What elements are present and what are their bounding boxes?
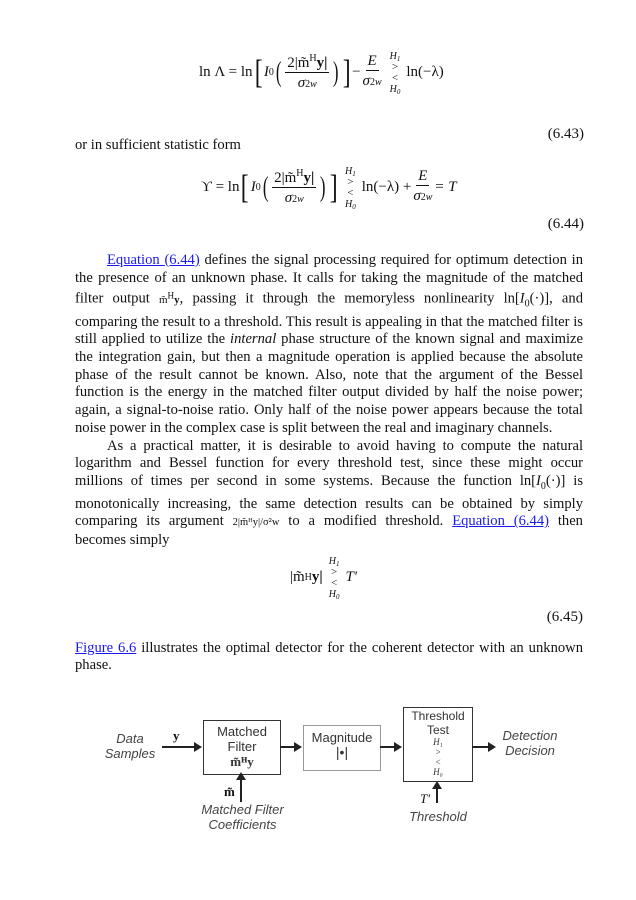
data-samples-label: Data Samples bbox=[104, 731, 156, 762]
bracket: ] bbox=[342, 53, 351, 91]
paragraph bbox=[75, 640, 583, 675]
sup: H bbox=[296, 168, 304, 179]
h0-sub: 0 bbox=[396, 87, 401, 96]
text: I bbox=[519, 291, 525, 308]
y: y bbox=[174, 294, 180, 307]
block-diagram bbox=[0, 701, 636, 833]
minus: − bbox=[352, 64, 361, 80]
h0-sub: 0 bbox=[352, 202, 356, 211]
eq-lhs: ln Λ = ln bbox=[199, 64, 253, 80]
magnitude-block bbox=[303, 725, 381, 771]
sup: H bbox=[304, 572, 312, 584]
equation-6-45 bbox=[290, 556, 357, 600]
text: internal bbox=[230, 331, 277, 348]
text: 0 bbox=[524, 298, 530, 310]
matched-filter-block bbox=[203, 720, 281, 775]
den-sup: 2 bbox=[420, 192, 426, 203]
equation-link[interactable]: Equation (6.44) bbox=[107, 252, 200, 268]
block-title: Magnitude bbox=[311, 730, 373, 746]
inline-math: 2|m̃ᴴy|/σ²w bbox=[232, 517, 280, 529]
eq-lhs: ϒ = ln bbox=[201, 179, 240, 195]
text: then becomes simply bbox=[75, 513, 583, 549]
eq-lhs: |m̃ bbox=[290, 569, 305, 586]
y-label: y bbox=[173, 728, 180, 744]
den: σ bbox=[284, 190, 293, 206]
gt: > bbox=[347, 175, 354, 188]
paren: ) bbox=[320, 171, 326, 203]
fraction bbox=[285, 50, 329, 95]
energy: E bbox=[367, 53, 377, 69]
text: phase structure of the known signal and maximize the integration gain, but then a magnitude operation is applied because the absolute phase of the result cannot be known. Also, note that the argument of the Bessel function is the energy in the matched filter output divided by half the noise power; again, a signal-to-noise ratio. Only half of the noise power appears because the total noise power in the complex case is split between the real and imaginary channels. bbox=[75, 331, 583, 436]
paragraph bbox=[75, 252, 583, 438]
den-sub: w bbox=[425, 192, 433, 203]
h1: H bbox=[345, 165, 353, 177]
equation-row bbox=[75, 556, 583, 606]
text: As a practical matter, it is desirable to avoid having to compute the natural logarithm and Bessel function for every threshold test, since these might occur millions of times per second in some systems. Because the function ln[ bbox=[75, 437, 583, 489]
text: to a modified threshold. bbox=[279, 513, 453, 530]
eq-lhs2: y| bbox=[311, 569, 323, 586]
arrow bbox=[162, 746, 200, 748]
fraction bbox=[272, 165, 316, 210]
h0: H bbox=[389, 83, 397, 95]
text: 0 bbox=[540, 480, 546, 492]
m-label: m̃ bbox=[224, 784, 235, 800]
body-flow bbox=[0, 252, 636, 833]
block-symbol: |•| bbox=[335, 744, 349, 761]
den-sup: 2 bbox=[305, 79, 311, 90]
den-sup: 2 bbox=[292, 194, 298, 205]
hypothesis-test bbox=[390, 51, 401, 95]
equation-6-43 bbox=[199, 50, 444, 95]
detection-decision-label: Detection Decision bbox=[502, 728, 558, 759]
eq-rhs: T′ bbox=[345, 569, 358, 586]
hypothesis-test bbox=[345, 166, 356, 210]
arrow bbox=[380, 746, 400, 748]
m: m̃ bbox=[158, 294, 168, 307]
threshold-test-block bbox=[403, 707, 473, 782]
equation-label: (6.45) bbox=[546, 608, 583, 625]
h1-sub: 1 bbox=[335, 559, 340, 568]
num: 2|m̃ bbox=[287, 55, 310, 71]
paragraph bbox=[75, 438, 583, 550]
text: I bbox=[536, 473, 541, 489]
text: (·)] is monotonically increasing, the same detection results can be obtained by simply comparing its argument bbox=[75, 473, 583, 530]
bracket: [ bbox=[254, 53, 263, 91]
arrow bbox=[436, 787, 438, 803]
arrow bbox=[280, 746, 300, 748]
den: σ bbox=[362, 73, 370, 89]
sup: H bbox=[167, 290, 175, 301]
hypothesis-test bbox=[329, 556, 340, 600]
eq-rhs: ln(−λ) bbox=[406, 64, 444, 80]
equation-label: (6.43) bbox=[547, 126, 584, 142]
block-output: m̃ᴴy bbox=[230, 754, 254, 770]
paren: ) bbox=[333, 56, 339, 88]
sup: H bbox=[309, 53, 317, 64]
num2: y| bbox=[316, 55, 328, 71]
den-sub: w bbox=[310, 79, 317, 90]
h1-sub: 1 bbox=[396, 54, 401, 63]
fraction bbox=[363, 52, 382, 93]
text: illustrates the optimal detector for the coherent detector with an unknown phase. bbox=[75, 639, 583, 674]
h0: H bbox=[328, 588, 336, 600]
bessel-symbol: I bbox=[263, 64, 269, 80]
equation-label: (6.44) bbox=[547, 216, 584, 232]
coefficients-label: Matched Filter Coefficients bbox=[201, 802, 284, 833]
den: σ bbox=[297, 75, 306, 91]
lt: < bbox=[347, 186, 354, 199]
equation-6-44 bbox=[201, 165, 457, 210]
arrow bbox=[472, 746, 494, 748]
den-sup: 2 bbox=[369, 77, 375, 88]
text: , passing it through the memoryless nonlinearity ln[ bbox=[179, 291, 520, 308]
t-prime-label: T′ bbox=[420, 791, 431, 807]
equation-link[interactable]: Equation (6.44) bbox=[452, 513, 549, 530]
inline-math bbox=[158, 290, 180, 307]
subscript: 0 bbox=[255, 182, 261, 193]
fraction bbox=[413, 167, 432, 208]
h1-sub: 1 bbox=[352, 169, 356, 178]
den: σ bbox=[413, 188, 421, 204]
paren: ( bbox=[262, 171, 269, 203]
energy: E bbox=[418, 168, 428, 184]
lt: < bbox=[391, 71, 399, 84]
h1: H bbox=[328, 555, 336, 567]
num2: y| bbox=[303, 170, 315, 186]
paren: ( bbox=[275, 56, 282, 88]
text: defines the signal processing required for optimum detection in the presence of an unknown phase. It calls for taking the magnitude of the matched filter output bbox=[75, 252, 583, 308]
block-test: H₁ > < H₀ bbox=[433, 737, 443, 778]
num: 2|m̃ bbox=[274, 170, 297, 186]
den-sub: w bbox=[374, 77, 382, 88]
subscript: 0 bbox=[268, 67, 274, 78]
den-sub: w bbox=[297, 194, 304, 205]
h0: H bbox=[345, 198, 353, 210]
gt: > bbox=[391, 60, 399, 73]
figure-link[interactable]: Figure 6.6 bbox=[75, 639, 137, 656]
body-text: or in sufficient statistic form bbox=[75, 137, 241, 153]
threshold-label: Threshold bbox=[409, 809, 467, 825]
block-title: Threshold Test bbox=[411, 709, 465, 738]
gt: > bbox=[330, 565, 338, 578]
block-title: Matched Filter bbox=[217, 724, 267, 755]
bracket: ] bbox=[329, 168, 338, 206]
h1: H bbox=[389, 50, 397, 62]
text: (·)], and comparing the result to a threshold. This result is appealing in that the matched filter is still applied to utilize the bbox=[75, 291, 583, 348]
lt: < bbox=[330, 576, 338, 589]
h0-sub: 0 bbox=[335, 592, 340, 601]
eq-rhs: ln(−λ) + bbox=[361, 179, 412, 195]
threshold-T: = T bbox=[434, 179, 457, 195]
arrow bbox=[240, 778, 242, 802]
bracket: [ bbox=[241, 168, 250, 206]
bessel-symbol: I bbox=[250, 179, 256, 195]
